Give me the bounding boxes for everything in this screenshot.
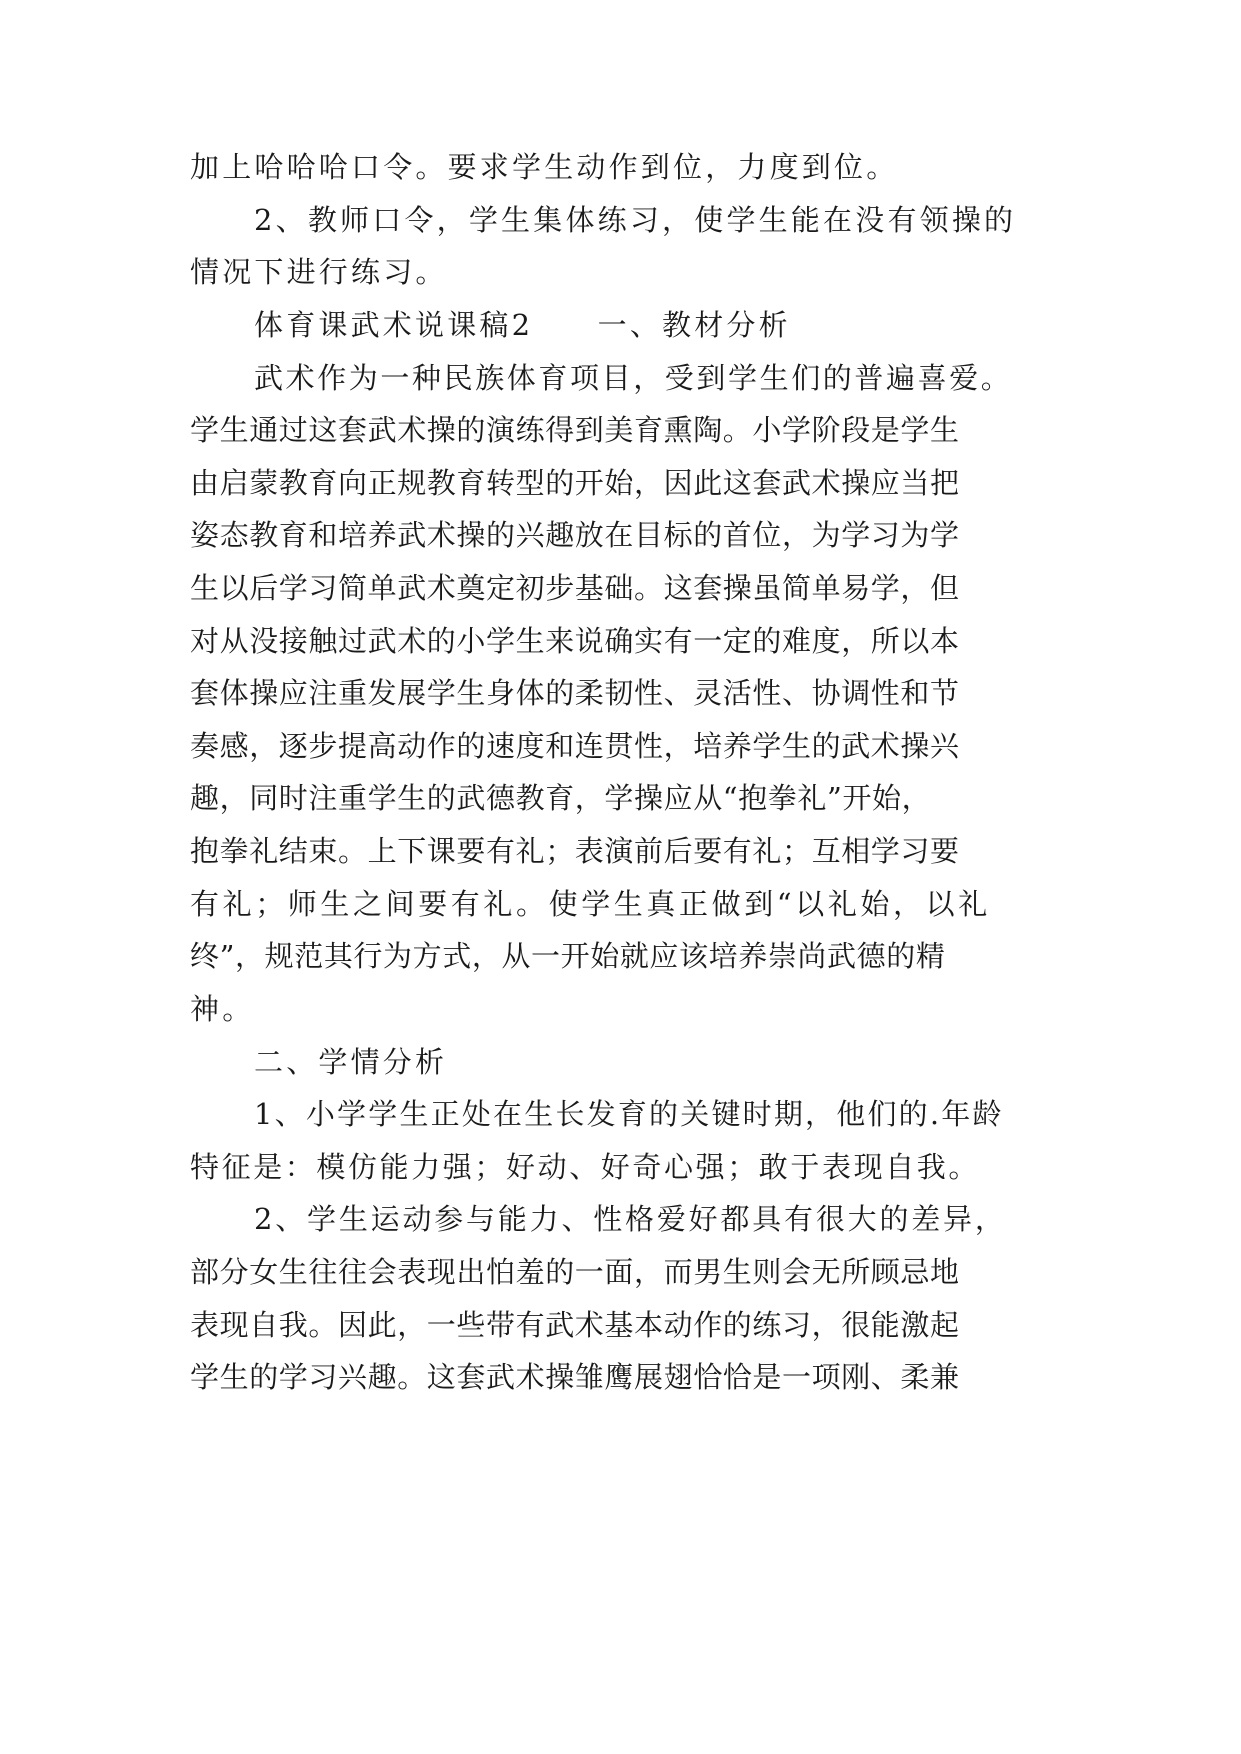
text-line: 对从没接触过武术的小学生来说确实有一定的难度，所以本 bbox=[190, 624, 960, 658]
text-line: 奏感，逐步提高动作的速度和连贯性，培养学生的武术操兴 bbox=[190, 729, 960, 763]
text-line: 神。 bbox=[190, 992, 255, 1026]
text-line: 学生的学习兴趣。这套武术操雏鹰展翅恰恰是一项刚、柔兼 bbox=[190, 1360, 960, 1394]
text-line: 抱拳礼结束。上下课要有礼；表演前后要有礼；互相学习要 bbox=[190, 834, 960, 868]
text-line: 趣，同时注重学生的武德教育，学操应从“抱拳礼”开始， bbox=[190, 781, 932, 815]
text-line: 学生通过这套武术操的演练得到美育熏陶。小学阶段是学生 bbox=[190, 413, 960, 447]
text-line: 特征是：模仿能力强；好动、好奇心强；敢于表现自我。 bbox=[190, 1150, 981, 1184]
text-line: 姿态教育和培养武术操的兴趣放在目标的首位，为学习为学 bbox=[190, 518, 960, 552]
text-line: 加上哈哈哈口令。要求学生动作到位，力度到位。 bbox=[190, 150, 899, 184]
text-line: 套体操应注重发展学生身体的柔韧性、灵活性、协调性和节 bbox=[190, 676, 960, 710]
text-line: 有礼；师生之间要有礼。使学生真正做到“以礼始，以礼 bbox=[190, 887, 991, 921]
text-line: 情况下进行练习。 bbox=[190, 255, 448, 289]
text-line: 生以后学习简单武术奠定初步基础。这套操虽简单易学，但 bbox=[190, 571, 960, 605]
text-line: 2、学生运动参与能力、性格爱好都具有很大的差异， bbox=[254, 1202, 1007, 1236]
text-line: 表现自我。因此，一些带有武术基本动作的练习，很能激起 bbox=[190, 1308, 960, 1342]
text-line: 由启蒙教育向正规教育转型的开始，因此这套武术操应当把 bbox=[190, 466, 960, 500]
text-line: 部分女生往往会表现出怕羞的一面，而男生则会无所顾忌地 bbox=[190, 1255, 960, 1289]
text-line: 武术作为一种民族体育项目，受到学生们的普遍喜爱。 bbox=[254, 361, 1013, 395]
text-line: 2、教师口令，学生集体练习，使学生能在没有领操的 bbox=[254, 203, 1017, 237]
section-heading: 体育课武术说课稿2 一、教材分析 bbox=[254, 308, 791, 342]
text-line: 1、小学学生正处在生长发育的关键时期，他们的.年龄 bbox=[254, 1097, 1004, 1131]
text-line: 终”，规范其行为方式，从一开始就应该培养崇尚武德的精 bbox=[190, 939, 946, 973]
section-heading: 二、学情分析 bbox=[254, 1045, 448, 1079]
